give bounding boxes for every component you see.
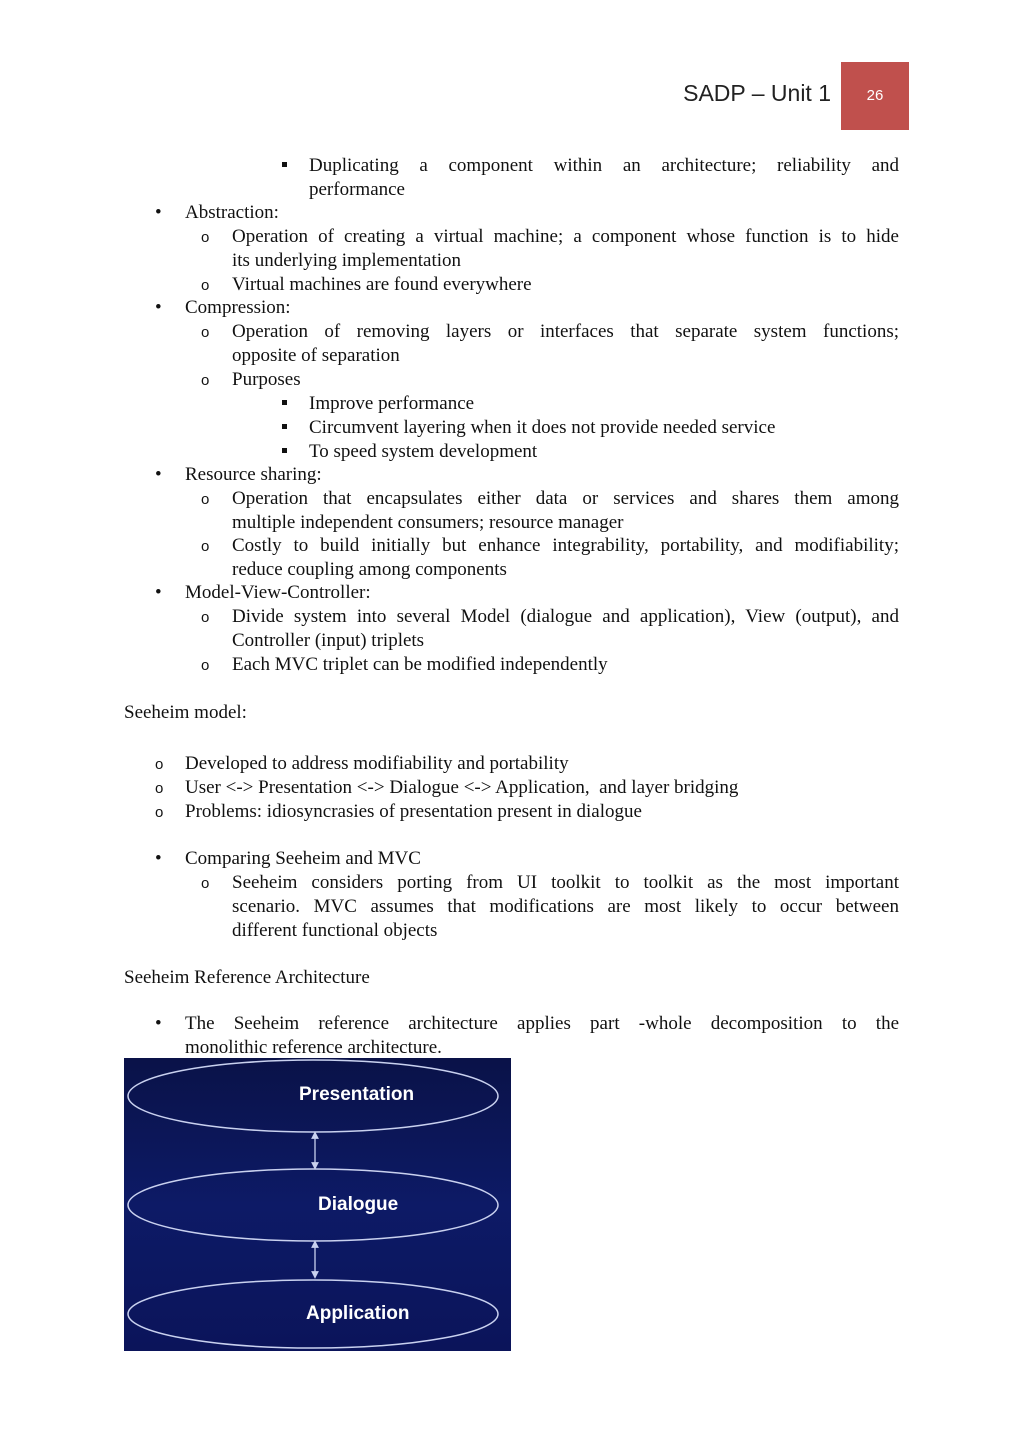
comparing-sub1-line2: scenario. MVC assumes that modifications are most likely to occur between bbox=[232, 896, 899, 917]
circle-bullet-icon: o bbox=[201, 875, 210, 892]
comparing-label: Comparing Seeheim and MVC bbox=[185, 848, 421, 869]
circle-bullet-icon: o bbox=[201, 491, 210, 508]
mvc-sub1-line2: Controller (input) triplets bbox=[232, 630, 425, 651]
purpose-item: To speed system development bbox=[309, 441, 538, 462]
comparing-sub1-line1: Seeheim considers porting from UI toolkit to toolkit as the most important bbox=[232, 872, 899, 893]
circle-bullet-icon: o bbox=[201, 609, 210, 626]
seeheim-model-item: Problems: idiosyncrasies of presentation present in dialogue bbox=[185, 801, 642, 822]
disc-bullet-icon bbox=[155, 581, 162, 605]
circle-bullet-icon: o bbox=[155, 756, 164, 773]
purpose-item: Circumvent layering when it does not provide needed service bbox=[309, 417, 776, 438]
resource-sharing-sub2-line1: Costly to build initially but enhance integrability, portability, and modifiability; bbox=[232, 535, 899, 556]
presentation-layer-label: Presentation bbox=[299, 1084, 415, 1105]
compression-sub1-line1: Operation of removing layers or interfaces that separate system functions; bbox=[232, 321, 899, 342]
circle-bullet-icon: o bbox=[201, 372, 210, 389]
disc-bullet-icon bbox=[155, 847, 162, 871]
seeheim-model-heading: Seeheim model: bbox=[124, 702, 247, 723]
disc-bullet-icon bbox=[155, 296, 162, 320]
disc-bullet-icon bbox=[155, 201, 162, 225]
top-item-line1: Duplicating a component within an architecture; reliability and bbox=[309, 155, 900, 176]
mvc-sub2: Each MVC triplet can be modified independently bbox=[232, 654, 608, 675]
purpose-item: Improve performance bbox=[309, 393, 475, 414]
circle-bullet-icon: o bbox=[201, 657, 210, 674]
page-number-badge: 26 bbox=[841, 62, 909, 130]
resource-sharing-sub2-line2: reduce coupling among components bbox=[232, 559, 507, 580]
resource-sharing-sub1-line1: Operation that encapsulates either data or services and shares them among bbox=[232, 488, 899, 509]
disc-bullet-icon bbox=[155, 463, 162, 487]
seeheim-model-item: User <-> Presentation <-> Dialogue <-> Application, and layer bridging bbox=[185, 777, 739, 798]
square-bullet-icon bbox=[282, 162, 287, 167]
circle-bullet-icon: o bbox=[155, 780, 164, 797]
header-title: SADP – Unit 1 bbox=[683, 80, 831, 106]
circle-bullet-icon: o bbox=[201, 277, 210, 294]
compression-label: Compression: bbox=[185, 297, 291, 318]
mvc-sub1-line1: Divide system into several Model (dialogue and application), View (output), and bbox=[232, 606, 899, 627]
resource-sharing-label: Resource sharing: bbox=[185, 464, 322, 485]
dialogue-layer-label: Dialogue bbox=[318, 1194, 399, 1215]
dialogue-layer-ellipse bbox=[128, 1169, 498, 1241]
mvc-label: Model-View-Controller: bbox=[185, 582, 371, 603]
abstraction-label: Abstraction: bbox=[185, 202, 279, 223]
reference-arch-line1: The Seeheim reference architecture applies part -whole decomposition to the bbox=[185, 1013, 899, 1034]
reference-arch-line2: monolithic reference architecture. bbox=[185, 1037, 442, 1058]
disc-bullet-icon bbox=[155, 1012, 162, 1036]
square-bullet-icon bbox=[282, 400, 287, 405]
top-item-line2: performance bbox=[309, 179, 405, 200]
abstraction-sub1-line1: Operation of creating a virtual machine; a component whose function is to hide bbox=[232, 226, 899, 247]
square-bullet-icon bbox=[282, 448, 287, 453]
circle-bullet-icon: o bbox=[201, 324, 210, 341]
abstraction-sub2: Virtual machines are found everywhere bbox=[232, 274, 532, 295]
circle-bullet-icon: o bbox=[201, 538, 210, 555]
resource-sharing-sub1-line2: multiple independent consumers; resource manager bbox=[232, 512, 624, 533]
seeheim-architecture-diagram bbox=[124, 1058, 511, 1351]
compression-sub1-line2: opposite of separation bbox=[232, 345, 400, 366]
reference-arch-heading: Seeheim Reference Architecture bbox=[124, 967, 370, 988]
circle-bullet-icon: o bbox=[201, 229, 210, 246]
seeheim-model-item: Developed to address modifiability and portability bbox=[185, 753, 569, 774]
square-bullet-icon bbox=[282, 424, 287, 429]
comparing-sub1-line3: different functional objects bbox=[232, 920, 438, 941]
circle-bullet-icon: o bbox=[155, 804, 164, 821]
compression-sub2: Purposes bbox=[232, 369, 301, 390]
abstraction-sub1-line2: its underlying implementation bbox=[232, 250, 462, 271]
application-layer-label: Application bbox=[306, 1303, 410, 1324]
